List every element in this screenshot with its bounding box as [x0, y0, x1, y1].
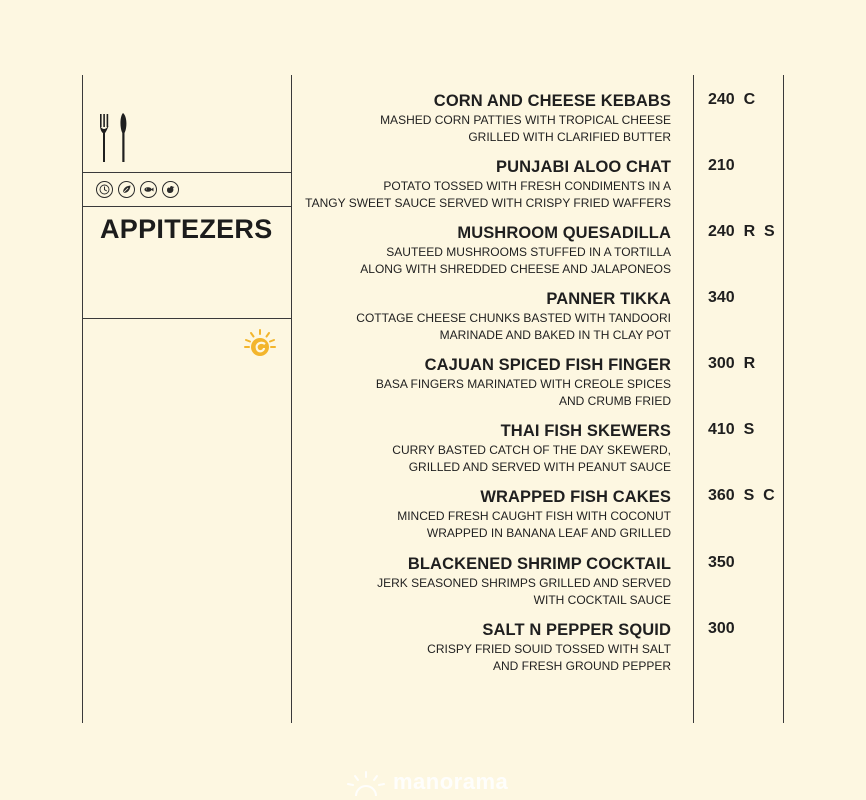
leaf-icon: [118, 181, 135, 198]
item-description: BASA FINGERS MARINATED WITH CREOLE SPICES: [375, 377, 671, 391]
menu-item: [300, 620, 671, 674]
item-price: 360 S C: [708, 487, 775, 504]
item-price: 300: [708, 620, 735, 637]
item-description: CURRY BASTED CATCH OF THE DAY SKEWERD,: [392, 443, 671, 457]
item-description: MARINADE AND BAKED IN TH CLAY POT: [439, 327, 671, 342]
sidebar-rule-2: [82, 206, 291, 207]
item-description: TANGY SWEET SAUCE SERVED WITH CRISPY FRIED WAFFERS: [305, 195, 671, 210]
watermark-text: manorama: [393, 769, 509, 794]
item-description: AND FRESH GROUND PEPPER: [492, 658, 671, 673]
menu-item: [300, 421, 671, 475]
item-name: PANNER TIKKA: [546, 290, 671, 308]
item-description: MINCED FRESH CAUGHT FISH WITH COCONUT: [397, 509, 671, 523]
section-title: APPITEZERS: [100, 214, 273, 244]
item-description: JERK SEASONED SHRIMPS GRILLED AND SERVED: [377, 576, 671, 590]
right-border-line: [783, 75, 784, 723]
item-price: 240 C: [708, 91, 756, 108]
item-price: 210: [708, 157, 735, 174]
item-description: GRILLED AND SERVED WITH PEANUT SAUCE: [408, 459, 671, 474]
menu-item: [300, 289, 671, 343]
sidebar-rule-1: [82, 172, 291, 173]
sidebar-divider-line: [291, 75, 292, 723]
item-description: SAUTEED MUSHROOMS STUFFED IN A TORTILLA: [386, 245, 671, 259]
sun-logo-icon: [243, 329, 277, 364]
item-name: MUSHROOM QUESADILLA: [457, 224, 671, 242]
item-price: 410 S: [708, 421, 755, 438]
item-description: WITH COCKTAIL SAUCE: [533, 592, 671, 607]
sidebar-rule-3: [82, 318, 291, 319]
menu-item: [300, 223, 671, 277]
item-price: 350: [708, 554, 735, 571]
item-price: 240 R S: [708, 223, 775, 240]
item-name: PUNJABI ALOO CHAT: [496, 158, 671, 176]
clock-icon: [96, 181, 113, 198]
menu-item: [300, 355, 671, 409]
item-description: AND CRUMB FRIED: [558, 393, 671, 408]
item-name: THAI FISH SKEWERS: [500, 422, 671, 440]
item-description: CRISPY FRIED SOUID TOSSED WITH SALT: [427, 642, 671, 656]
item-description: MASHED CORN PATTIES WITH TROPICAL CHEESE: [380, 113, 671, 127]
item-description: POTATO TOSSED WITH FRESH CONDIMENTS IN A: [383, 179, 671, 193]
item-description: ALONG WITH SHREDDED CHEESE AND JALAPONEOS: [360, 261, 671, 276]
item-description: GRILLED WITH CLARIFIED BUTTER: [468, 129, 671, 144]
watermark: [345, 768, 508, 796]
item-description: COTTAGE CHEESE CHUNKS BASTED WITH TANDOORI: [356, 311, 671, 325]
menu-item: [300, 157, 671, 211]
item-name: WRAPPED FISH CAKES: [480, 488, 671, 506]
price-divider-line: [693, 75, 694, 723]
item-name: CORN AND CHEESE KEBABS: [433, 92, 671, 110]
dietary-icons: [96, 181, 179, 198]
item-name: SALT N PEPPER SQUID: [482, 621, 671, 639]
item-description: WRAPPED IN BANANA LEAF AND GRILLED: [426, 525, 671, 540]
item-name: BLACKENED SHRIMP COCKTAIL: [407, 555, 671, 573]
menu-item: [300, 554, 671, 608]
fish-icon: [140, 181, 157, 198]
item-price: 340: [708, 289, 735, 306]
menu-item: [300, 91, 671, 145]
cutlery-icon: [98, 112, 132, 169]
item-price: 300 R: [708, 355, 756, 372]
watermark-sun-icon: [345, 768, 387, 796]
menu-item: [300, 487, 671, 541]
item-name: CAJUAN SPICED FISH FINGER: [424, 356, 671, 374]
chicken-icon: [162, 181, 179, 198]
